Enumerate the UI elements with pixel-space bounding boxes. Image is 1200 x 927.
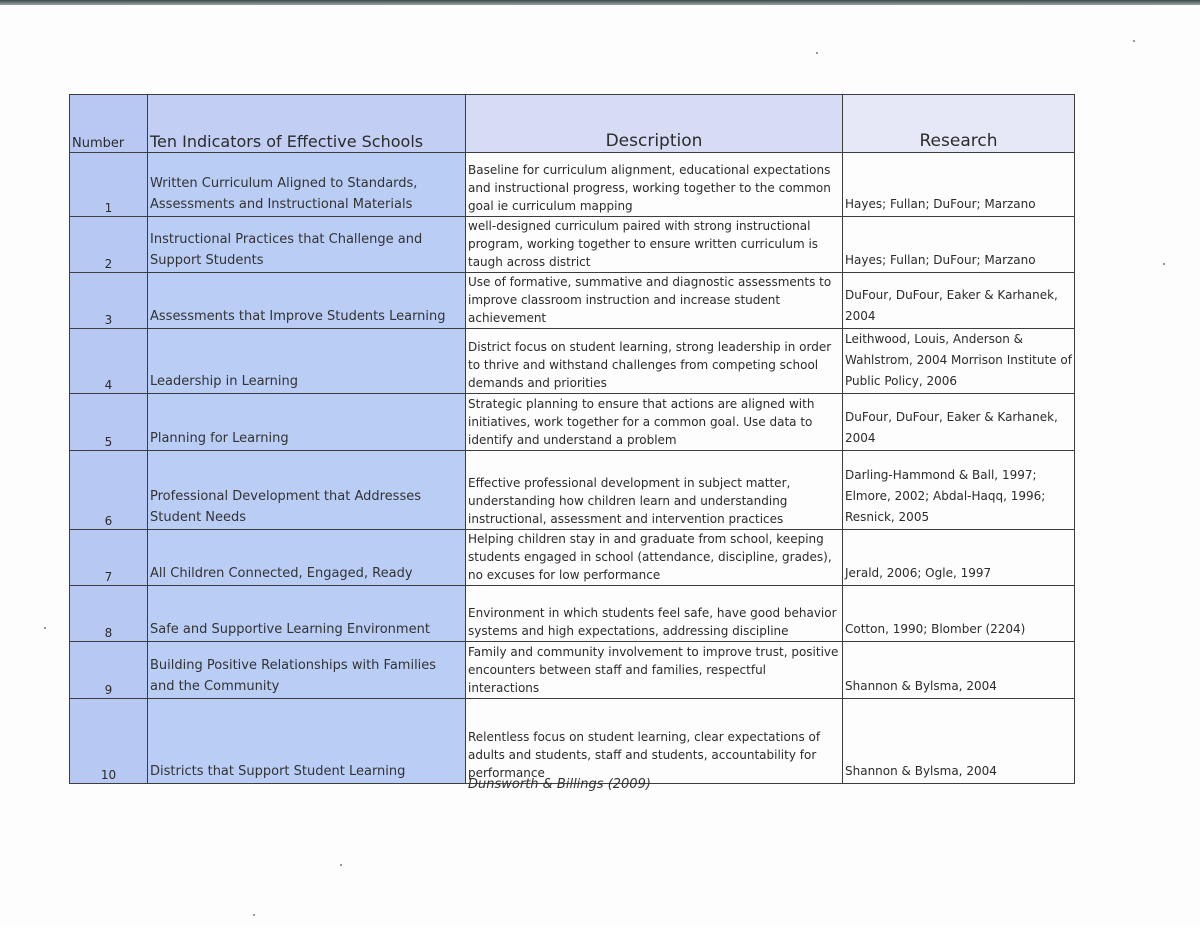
row-indicator: Assessments that Improve Students Learning	[148, 273, 466, 329]
table-header-row	[70, 95, 1075, 153]
row-indicator: Safe and Supportive Learning Environment	[148, 586, 466, 642]
table-row	[70, 153, 1075, 217]
table-row	[70, 329, 1075, 394]
row-research: Shannon & Bylsma, 2004	[843, 699, 1075, 784]
row-research: DuFour, DuFour, Eaker & Karhanek, 2004	[843, 394, 1075, 451]
table-row	[70, 642, 1075, 699]
scan-speck	[1133, 40, 1135, 42]
row-number: 10	[70, 699, 148, 784]
row-number: 4	[70, 329, 148, 394]
row-research: Cotton, 1990; Blomber (2204)	[843, 586, 1075, 642]
row-indicator: Professional Development that Addresses Student Needs	[148, 451, 466, 530]
row-number: 5	[70, 394, 148, 451]
row-indicator: All Children Connected, Engaged, Ready	[148, 530, 466, 586]
row-number: 8	[70, 586, 148, 642]
header-number: Number	[70, 95, 148, 153]
scan-speck	[816, 52, 818, 54]
header-description: Description	[466, 95, 843, 153]
row-indicator: Leadership in Learning	[148, 329, 466, 394]
effective-schools-table	[69, 94, 1075, 784]
scan-speck	[44, 627, 46, 629]
table-row	[70, 394, 1075, 451]
row-number: 3	[70, 273, 148, 329]
row-description: Effective professional development in subject matter, understanding how children learn and understanding instructional, assessment and intervention practices	[466, 451, 843, 530]
row-research: Darling-Hammond & Ball, 1997; Elmore, 2002; Abdal-Haqq, 1996; Resnick, 2005	[843, 451, 1075, 530]
row-number: 7	[70, 530, 148, 586]
row-description: Strategic planning to ensure that actions are aligned with initiatives, work together for a common goal. Use data to identify and understand a problem	[466, 394, 843, 451]
scan-speck	[1163, 263, 1165, 265]
row-indicator: Planning for Learning	[148, 394, 466, 451]
row-description: Environment in which students feel safe, have good behavior systems and high expectations, addressing discipline	[466, 586, 843, 642]
row-research: Jerald, 2006; Ogle, 1997	[843, 530, 1075, 586]
table-row	[70, 530, 1075, 586]
table-row	[70, 217, 1075, 273]
row-number: 2	[70, 217, 148, 273]
row-research: Hayes; Fullan; DuFour; Marzano	[843, 153, 1075, 217]
row-number: 6	[70, 451, 148, 530]
row-description: Relentless focus on student learning, clear expectations of adults and students, staff and students, accountability for performance	[466, 699, 843, 784]
row-indicator: Districts that Support Student Learning	[148, 699, 466, 784]
row-description: Helping children stay in and graduate from school, keeping students engaged in school (attendance, discipline, grades), no excuses for low performance	[466, 530, 843, 586]
scan-top-edge	[0, 0, 1200, 5]
row-research: Shannon & Bylsma, 2004	[843, 642, 1075, 699]
row-research: DuFour, DuFour, Eaker & Karhanek, 2004	[843, 273, 1075, 329]
row-number: 9	[70, 642, 148, 699]
table-row	[70, 699, 1075, 784]
row-description: District focus on student learning, strong leadership in order to thrive and withstand challenges from competing school demands and priorities	[466, 329, 843, 394]
row-description: Use of formative, summative and diagnostic assessments to improve classroom instruction and increase student achievement	[466, 273, 843, 329]
row-description: Baseline for curriculum alignment, educational expectations and instructional progress, working together to the common goal ie curriculum mapping	[466, 153, 843, 217]
row-indicator: Written Curriculum Aligned to Standards, Assessments and Instructional Materials	[148, 153, 466, 217]
header-research: Research	[843, 95, 1075, 153]
row-indicator: Building Positive Relationships with Families and the Community	[148, 642, 466, 699]
row-indicator: Instructional Practices that Challenge and Support Students	[148, 217, 466, 273]
scan-speck	[253, 914, 255, 916]
table-row	[70, 586, 1075, 642]
row-number: 1	[70, 153, 148, 217]
table-row	[70, 451, 1075, 530]
row-research: Hayes; Fullan; DuFour; Marzano	[843, 217, 1075, 273]
source-citation: Dunsworth & Billings (2009)	[468, 777, 651, 792]
row-description: Family and community involvement to improve trust, positive encounters between staff and families, respectful interactions	[466, 642, 843, 699]
row-research: Leithwood, Louis, Anderson & Wahlstrom, 2004 Morrison Institute of Public Policy, 2006	[843, 329, 1075, 394]
table-row	[70, 273, 1075, 329]
header-indicator: Ten Indicators of Effective Schools	[148, 95, 466, 153]
scan-speck	[340, 864, 342, 866]
row-description: well-designed curriculum paired with strong instructional program, working together to ensure written curriculum is taugh across district	[466, 217, 843, 273]
